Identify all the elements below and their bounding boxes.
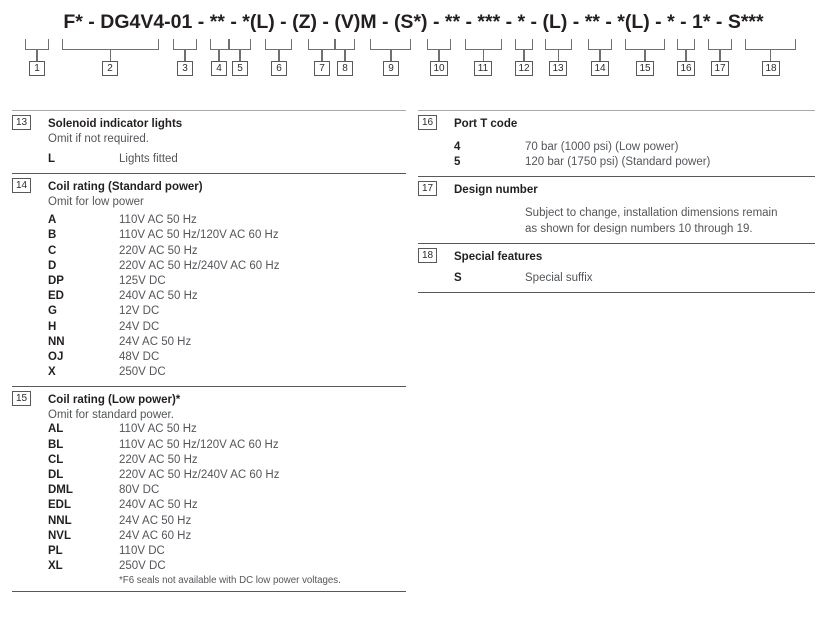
callout-bracket-5 <box>229 39 251 50</box>
callout-stem-8 <box>344 50 345 61</box>
callout-number-13: 13 <box>549 61 567 76</box>
section-16-option-list <box>418 140 815 170</box>
option-code: H <box>48 320 57 333</box>
callout-stem-4 <box>218 50 219 61</box>
option-description: 110V AC 50 Hz <box>119 214 197 227</box>
callout-bracket-16 <box>677 39 695 50</box>
callout-bracket-11 <box>465 39 502 50</box>
left-column <box>12 110 406 592</box>
callout-stem-7 <box>321 50 322 61</box>
code-segment-6: (V)M <box>334 11 377 33</box>
callout-number-17: 17 <box>711 61 729 76</box>
divider-bottom-right <box>418 292 815 293</box>
option-row <box>48 514 406 529</box>
section-14-number: 14 <box>12 178 31 193</box>
option-code: C <box>48 244 57 257</box>
option-code: 5 <box>454 156 461 169</box>
option-description: 48V DC <box>119 351 160 364</box>
section-15-option-list <box>12 422 406 574</box>
option-code: ED <box>48 290 64 303</box>
callout-number-15: 15 <box>636 61 654 76</box>
model-code-string: F* - DG4V4-01 - ** - *(L) - (Z) - (V)M - (S*) - ** - *** - * - (L) - ** - *(L) - * - 1* - S*** <box>63 11 764 33</box>
section-14-header <box>12 177 406 195</box>
code-segment-4: *(L) <box>242 11 275 33</box>
callout-bracket-6 <box>265 39 292 50</box>
option-code: B <box>48 229 57 242</box>
option-row <box>454 271 815 286</box>
option-row <box>48 365 406 380</box>
callout-bracket-9 <box>370 39 411 50</box>
option-code: D <box>48 259 57 272</box>
section-16-number: 16 <box>418 115 437 130</box>
option-code: NNL <box>48 514 72 527</box>
callout-bracket-18 <box>745 39 796 50</box>
section-design-number <box>418 180 815 242</box>
section-13-number: 13 <box>12 115 31 130</box>
code-separator: - <box>82 11 101 33</box>
option-code: DP <box>48 275 64 288</box>
option-row <box>48 483 406 498</box>
callout-number-12: 12 <box>515 61 533 76</box>
callout-bracket-12 <box>515 39 533 50</box>
divider-bottom-left <box>12 591 406 592</box>
option-description: 240V AC 50 Hz <box>119 499 198 512</box>
callout-stem-13 <box>558 50 559 61</box>
callout-number-16: 16 <box>677 61 695 76</box>
option-row <box>48 274 406 289</box>
code-segment-10: * <box>517 11 526 33</box>
option-description: 220V AC 50 Hz/240V AC 60 Hz <box>119 469 280 482</box>
section-17-title: Design number <box>454 184 538 197</box>
callout-stem-12 <box>523 50 524 61</box>
callout-number-4: 4 <box>211 61 227 76</box>
callout-number-11: 11 <box>474 61 492 76</box>
section-13-option-list <box>12 152 406 167</box>
option-description: 80V DC <box>119 484 160 497</box>
option-code: L <box>48 153 56 165</box>
section-18-header <box>418 247 815 265</box>
callout-stem-16 <box>685 50 686 61</box>
option-description: 24V AC 60 Hz <box>119 529 192 542</box>
option-code: DL <box>48 469 64 482</box>
section-15-header <box>12 390 406 408</box>
callout-stem-10 <box>438 50 439 61</box>
option-description: 12V DC <box>119 305 160 318</box>
callout-number-7: 7 <box>314 61 330 76</box>
option-row <box>48 544 406 559</box>
option-code: DML <box>48 484 73 497</box>
option-description: Special suffix <box>525 271 593 284</box>
section-18-title: Special features <box>454 250 543 263</box>
callout-number-10: 10 <box>430 61 448 76</box>
callout-stem-11 <box>483 50 484 61</box>
option-description: 70 bar (1000 psi) (Low power) <box>525 141 679 153</box>
option-code: NN <box>48 335 65 348</box>
section-15-note: Omit for standard power. <box>48 409 174 422</box>
section-17-number: 17 <box>418 181 437 196</box>
option-row <box>48 320 406 335</box>
option-code: XL <box>48 560 63 573</box>
option-row <box>48 335 406 350</box>
option-row <box>48 498 406 513</box>
option-code: X <box>48 366 56 379</box>
callout-stem-2 <box>110 50 111 61</box>
callout-stem-1 <box>36 50 37 61</box>
section-17-note-line-1: Subject to change, installation dimensions remain <box>525 207 778 220</box>
section-16-header <box>418 114 815 132</box>
section-15-footnote: *F6 seals not available with DC low power voltages. <box>119 575 341 587</box>
section-18-option-list <box>418 271 815 286</box>
code-segment-3: ** <box>209 11 225 33</box>
option-row <box>48 468 406 483</box>
callout-bracket-2 <box>62 39 159 50</box>
section-coil-rating-low-power <box>12 390 406 591</box>
option-code: CL <box>48 453 64 466</box>
option-row <box>48 438 406 453</box>
option-row <box>48 559 406 574</box>
option-description: 24V AC 50 Hz <box>119 514 192 527</box>
section-15-number: 15 <box>12 391 31 406</box>
section-13-header <box>12 114 406 132</box>
section-16-title: Port T code <box>454 118 518 130</box>
code-segment-15: 1* <box>692 11 711 33</box>
option-code: BL <box>48 438 64 451</box>
right-column <box>418 110 815 293</box>
section-13-note: Omit if not required. <box>48 133 149 145</box>
option-description: 110V AC 50 Hz/120V AC 60 Hz <box>119 229 279 242</box>
option-code: PL <box>48 545 63 558</box>
code-segment-12: ** <box>584 11 600 33</box>
option-description: 220V AC 50 Hz <box>119 453 198 466</box>
option-row <box>454 155 815 170</box>
callout-number-9: 9 <box>383 61 399 76</box>
callout-number-18: 18 <box>762 61 780 76</box>
callout-stem-18 <box>770 50 771 61</box>
option-row <box>48 289 406 304</box>
section-port-t-code <box>418 114 815 176</box>
callout-number-3: 3 <box>177 61 193 76</box>
code-segment-13: *(L) <box>617 11 650 33</box>
callout-number-2: 2 <box>102 61 118 76</box>
option-code: EDL <box>48 499 71 512</box>
callout-stem-5 <box>239 50 240 61</box>
option-description: 220V AC 50 Hz/240V AC 60 Hz <box>119 259 280 272</box>
option-code: A <box>48 214 57 227</box>
option-description: 110V AC 50 Hz <box>119 423 197 436</box>
option-code: 4 <box>454 141 461 153</box>
code-segment-2: DG4V4-01 <box>100 11 193 33</box>
section-14-option-list <box>12 213 406 380</box>
section-14-title: Coil rating (Standard power) <box>48 181 203 194</box>
option-code: S <box>454 271 462 284</box>
option-row <box>48 152 406 167</box>
option-row <box>48 422 406 437</box>
model-code-diagram <box>0 0 827 92</box>
callout-bracket-17 <box>708 39 732 50</box>
callout-number-6: 6 <box>271 61 287 76</box>
option-row <box>48 259 406 274</box>
callout-stem-17 <box>719 50 720 61</box>
section-17-note-line-2: as shown for design numbers 10 through 19. <box>525 222 753 235</box>
code-segment-5: (Z) <box>292 11 317 33</box>
callout-stem-14 <box>599 50 600 61</box>
option-description: 220V AC 50 Hz <box>119 244 198 257</box>
callout-bracket-10 <box>427 39 451 50</box>
option-description: 250V DC <box>119 366 166 379</box>
option-description: 120 bar (1750 psi) (Standard power) <box>525 156 711 169</box>
callout-bracket-4 <box>210 39 229 50</box>
option-row <box>48 244 406 259</box>
section-solenoid-indicator-lights <box>12 114 406 173</box>
option-row <box>454 140 815 155</box>
option-row <box>48 529 406 544</box>
option-description: 110V AC 50 Hz/120V AC 60 Hz <box>119 438 279 451</box>
option-code: OJ <box>48 351 64 364</box>
callout-bracket-15 <box>625 39 665 50</box>
option-row <box>48 213 406 228</box>
callout-number-5: 5 <box>232 61 248 76</box>
code-segment-9: *** <box>477 11 501 33</box>
callout-number-8: 8 <box>337 61 353 76</box>
callout-bracket-13 <box>545 39 572 50</box>
option-description: 250V DC <box>119 560 166 573</box>
code-segment-16: S*** <box>727 11 764 33</box>
callout-bracket-14 <box>588 39 612 50</box>
section-15-title: Coil rating (Low power)* <box>48 394 181 407</box>
option-description: Lights fitted <box>119 153 178 165</box>
callout-bracket-7 <box>308 39 335 50</box>
option-description: 110V DC <box>119 545 165 558</box>
section-17-header <box>418 180 815 198</box>
callout-stem-6 <box>278 50 279 61</box>
option-row <box>48 350 406 365</box>
option-code: G <box>48 305 57 318</box>
code-segment-14: * <box>667 11 675 33</box>
option-description: 125V DC <box>119 275 166 288</box>
option-description: 24V DC <box>119 320 160 333</box>
option-code: AL <box>48 423 64 436</box>
callout-bracket-3 <box>173 39 197 50</box>
code-segment-7: (S*) <box>393 11 428 33</box>
section-13-title: Solenoid indicator lights <box>48 118 183 130</box>
option-row <box>48 453 406 468</box>
callout-stem-9 <box>390 50 391 61</box>
section-special-features <box>418 247 815 292</box>
callout-stem-15 <box>644 50 645 61</box>
code-segment-11: (L) <box>542 11 568 33</box>
section-coil-rating-standard-power <box>12 177 406 386</box>
section-14-note: Omit for low power <box>48 196 144 209</box>
option-code: NVL <box>48 529 71 542</box>
section-18-number: 18 <box>418 248 437 263</box>
option-row <box>48 304 406 319</box>
callout-bracket-8 <box>335 39 355 50</box>
code-segment-8: ** <box>444 11 461 33</box>
callout-bracket-1 <box>25 39 49 50</box>
callout-stem-3 <box>184 50 185 61</box>
callout-number-1: 1 <box>29 61 45 76</box>
option-description: 240V AC 50 Hz <box>119 290 198 303</box>
option-description: 24V AC 50 Hz <box>119 335 192 348</box>
option-row <box>48 228 406 243</box>
callout-number-14: 14 <box>591 61 609 76</box>
code-segment-1: F* <box>63 11 83 33</box>
